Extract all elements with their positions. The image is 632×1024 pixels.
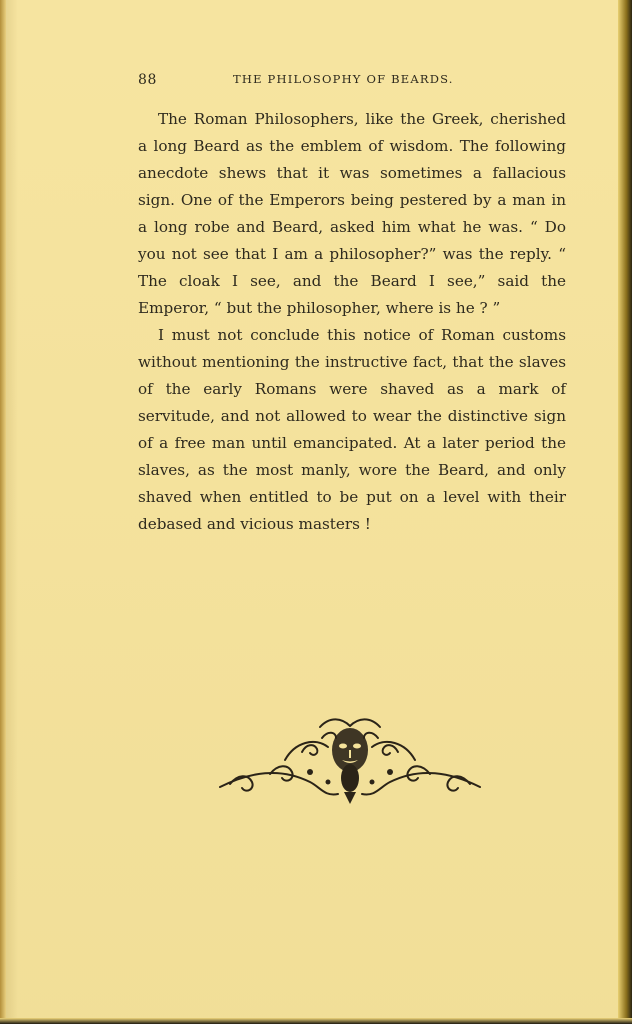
body-text	[138, 106, 566, 538]
page-bottom-edge	[0, 1018, 632, 1024]
paragraph: The Roman Philosophers, like the Greek, cherished a long Beard as the emblem of wisdom. The following anecdote shews that it was sometimes a fallacious sign. One of the Emperors being pestered by a man in a long robe and Beard, asked him what he was. “ Do you not see that I am a philosopher?” was the reply. “ The cloak I see, and the Beard I see,” said the Emperor, “ but the philosopher, where is he ? ”	[138, 110, 566, 317]
page-header	[138, 72, 568, 96]
page-left-edge	[0, 0, 6, 1024]
paragraph: I must not conclude this notice of Roman customs without mentioning the instructive fact, that the slaves of the early Romans were shaved as a mark of servitude, and not allowed to wear the distinctive sign of a free man until emancipated. At a later period the slaves, as the most manly, wore the Beard, and only shaved when entitled to be put on a level with their debased and vicious masters !	[138, 326, 566, 533]
page-number: 88	[138, 72, 158, 88]
mask-scroll-ornament-icon	[210, 712, 490, 804]
running-title: THE PHILOSOPHY OF BEARDS.	[233, 72, 454, 86]
page-right-edge	[618, 0, 632, 1024]
